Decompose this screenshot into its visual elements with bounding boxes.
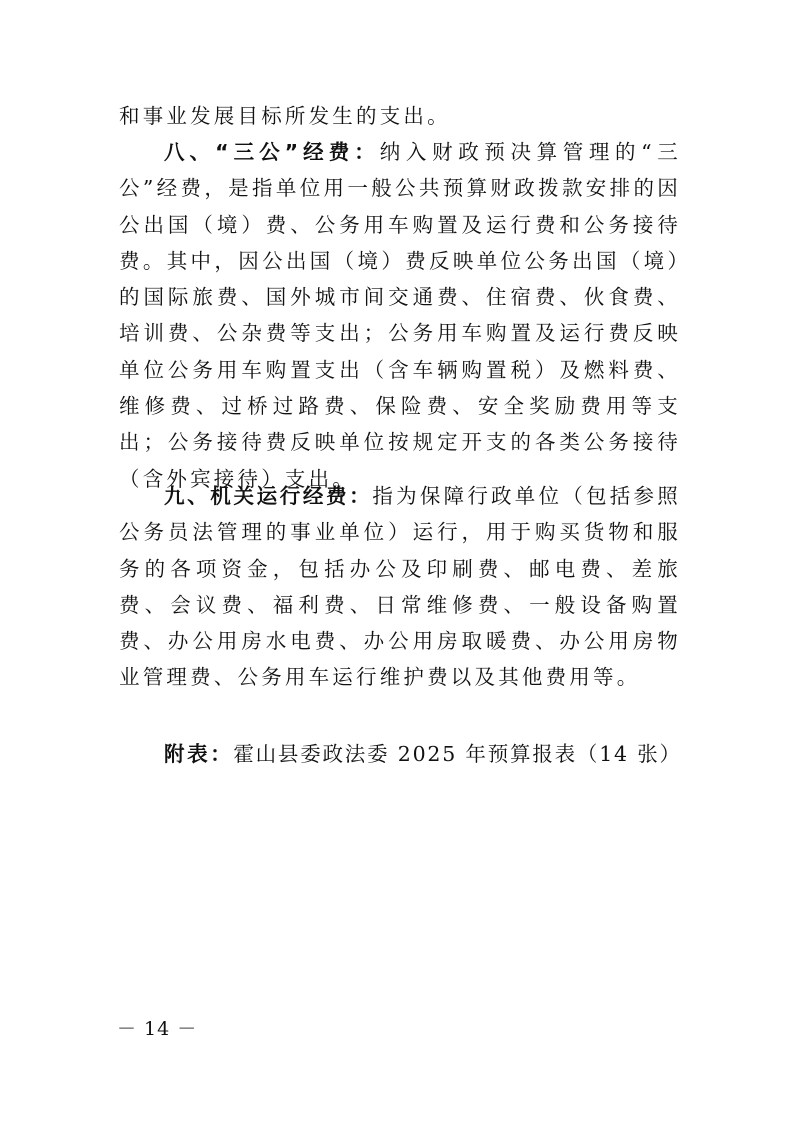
appendix-line: [164, 736, 682, 772]
section9-body: 指为保障行政单位（包括参照公务员法管理的事业单位）运行，用于购买货物和服务的各项资金，包括办公及印刷费、邮电费、差旅费、会议费、福利费、日常维修费、一般设备购置费、办公用房水电费、办公用房取暖费、办公用房物业管理费、公务用车运行维护费以及其他费用等。: [119, 484, 681, 690]
appendix-label: 附表：: [164, 742, 234, 766]
paragraph-continuation: [119, 98, 681, 134]
section-three-public-expenses: [119, 134, 681, 497]
page-number: － 14 －: [117, 1018, 198, 1040]
section8-body: 纳入财政预决算管理的“三公”经费，是指单位用一般公共预算财政拨款安排的因公出国（境）费、公务用车购置及运行费和公务接待费。其中，因公出国（境）费反映单位公务出国（境）的国际旅费、国外城市间交通费、住宿费、伙食费、培训费、公杂费等支出；公务用车购置及运行费反映单位公务用车购置支出（含车辆购置税）及燃料费、维修费、过桥过路费、保险费、安全奖励费用等支出；公务接待费反映单位按规定开支的各类公务接待（含外宾接待）支出。: [119, 140, 681, 491]
appendix-text: 霍山县委政法委 2025 年预算报表（14 张）: [233, 742, 682, 766]
section9-paragraph: [119, 478, 681, 696]
section8-paragraph: [119, 134, 681, 497]
section9-heading: 九、机关运行经费：: [164, 484, 373, 508]
section8-heading: 八、“三公”经费：: [164, 140, 380, 164]
continuation-text: 和事业发展目标所发生的支出。: [119, 104, 451, 128]
section-agency-operating-expenses: [119, 478, 681, 696]
